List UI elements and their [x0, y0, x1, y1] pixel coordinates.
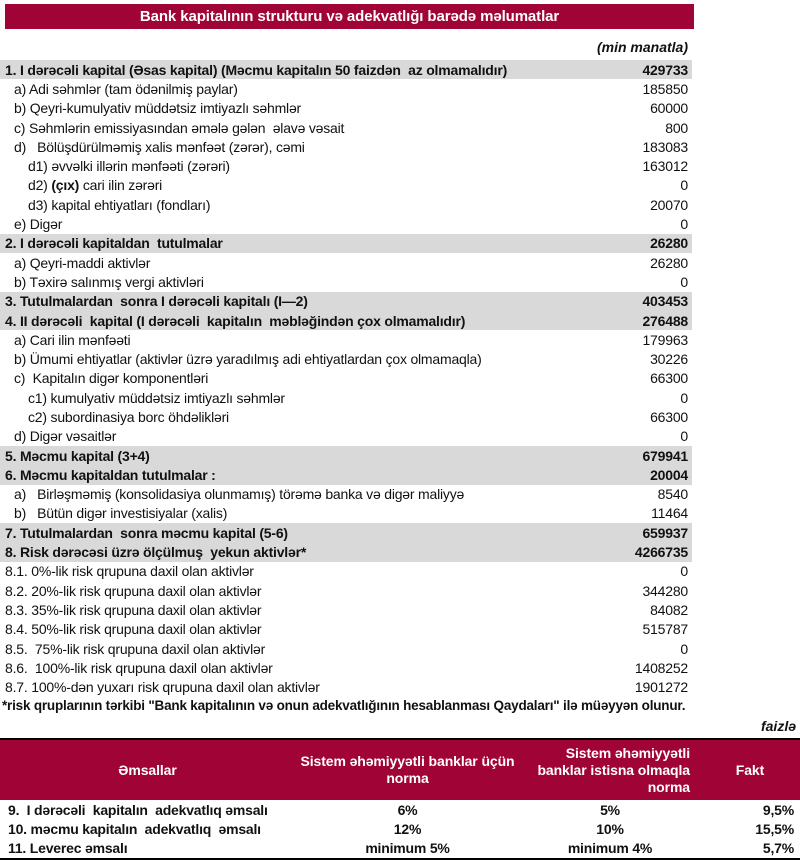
- table-row: [0, 800, 800, 819]
- ratio-table-body: [0, 800, 800, 858]
- row-label: 8.1. 0%-lik risk qrupuna daxil olan aktivlər: [5, 563, 254, 580]
- row-label: 9. I dərəcəli kapitalın adekvatlıq əmsalı: [8, 801, 268, 818]
- norm-systemic-value: 12%: [393, 821, 422, 838]
- table-row: [0, 79, 692, 98]
- table-row: [0, 388, 692, 407]
- fact-value: 15,5%: [755, 821, 794, 838]
- table-row: [0, 253, 692, 272]
- row-value: 515787: [642, 621, 688, 638]
- row-label: b) Qeyri-kumulyativ müddətsiz imtiyazlı səhmlər: [14, 100, 302, 117]
- row-value: 11464: [651, 505, 688, 522]
- row-value: 66300: [650, 408, 688, 425]
- table-row: [0, 600, 692, 619]
- row-value: 60000: [650, 100, 688, 117]
- table-row: [0, 446, 692, 465]
- table-row: [0, 118, 692, 137]
- row-value: 0: [680, 216, 688, 233]
- table-row: [0, 581, 692, 600]
- table-row: [0, 658, 692, 677]
- row-value: 800: [665, 119, 688, 136]
- row-value: 20070: [650, 196, 688, 213]
- table-row: [0, 60, 692, 79]
- table-row: [0, 234, 692, 253]
- row-value: 1408252: [634, 659, 688, 676]
- row-value: 0: [680, 640, 688, 657]
- table-row: [0, 330, 692, 349]
- row-label: c) Kapitalın digər komponentləri: [14, 370, 209, 387]
- table-row: [0, 562, 692, 581]
- row-value: 4266735: [634, 544, 688, 561]
- row-value: 276488: [642, 312, 688, 329]
- row-label: d2) (çıx) cari ilin zərəri: [28, 177, 163, 194]
- row-value: 0: [680, 563, 688, 580]
- fact-value: 5,7%: [762, 840, 794, 857]
- table-row: [0, 195, 692, 214]
- row-label: 8.2. 20%-lik risk qrupuna daxil olan aktivlər: [5, 582, 262, 599]
- row-label: 8.3. 35%-lik risk qrupuna daxil olan aktivlər: [5, 601, 262, 618]
- table-row: [0, 407, 692, 426]
- fact-value: 9,5%: [762, 801, 794, 818]
- column-header-norm-systemic: Sistem əhəmiyyətli banklar üçün norma: [300, 753, 515, 786]
- row-label: a) Qeyri-maddi aktivlər: [14, 254, 151, 271]
- row-label: a) Birləşməmiş (konsolidasiya olunmamış) törəmə banka və digər maliyyə: [14, 486, 465, 503]
- row-value: 344280: [642, 582, 688, 599]
- norm-non-systemic-value: minimum 4%: [567, 840, 653, 857]
- table-row: [0, 465, 692, 484]
- unit-note-percent: faizlə: [760, 718, 796, 734]
- row-label: 3. Tutulmalardan sonra I dərəcəli kapitalı (I—2): [5, 293, 308, 310]
- table-row: [0, 504, 692, 523]
- table-row: [0, 272, 692, 291]
- risk-groups-footnote: *risk qruplarının tərkibi "Bank kapitalının və onun adekvatlığının hesablanması Qaydaları" ilə müəyyən olunur.: [2, 698, 686, 713]
- row-value: 26280: [650, 254, 688, 271]
- table-row: [0, 176, 692, 195]
- row-label: 8.5. 75%-lik risk qrupuna daxil olan aktivlər: [5, 640, 266, 657]
- row-value: 403453: [642, 293, 688, 310]
- row-label: a) Adi səhmlər (tam ödənilmiş paylar): [14, 80, 238, 97]
- row-value: 185850: [642, 80, 688, 97]
- table-row: [0, 137, 692, 156]
- row-label: d1) əvvəlki illərin mənfəəti (zərəri): [28, 158, 230, 175]
- norm-non-systemic-value: 10%: [596, 821, 624, 838]
- row-value: 659937: [642, 524, 688, 541]
- row-value: 20004: [650, 466, 688, 483]
- row-label: d) Bölüşdürülməmiş xalis mənfəət (zərər), cəmi: [14, 138, 305, 155]
- row-value: 183083: [642, 138, 688, 155]
- column-header-fact: Fakt: [735, 761, 765, 778]
- row-label: c1) kumulyativ müddətsiz imtiyazlı səhmlər: [28, 389, 285, 406]
- row-label: a) Cari ilin mənfəəti: [14, 331, 131, 348]
- table-row: [0, 639, 692, 658]
- table-row: [0, 819, 800, 838]
- row-label: 8.7. 100%-dən yuxarı risk qrupuna daxil olan aktivlər: [5, 679, 320, 696]
- table-row: [0, 620, 692, 639]
- row-label: 5. Məcmu kapital (3+4): [5, 447, 150, 464]
- row-value: 0: [680, 177, 688, 194]
- column-header-ratios: Əmsallar: [118, 761, 177, 778]
- row-value: 26280: [650, 235, 688, 252]
- row-label: d3) kapital ehtiyatları (fondları): [28, 196, 211, 213]
- table-row: [0, 349, 692, 368]
- row-label: c2) subordinasiya borc öhdəlikləri: [28, 408, 229, 425]
- row-value: 30226: [650, 351, 688, 368]
- row-value: 84082: [650, 601, 688, 618]
- table-row: [0, 485, 692, 504]
- row-label: 8.6. 100%-lik risk qrupuna daxil olan aktivlər: [5, 659, 273, 676]
- row-label: b) Bütün digər investisiyalar (xalis): [14, 505, 228, 522]
- row-value: 8540: [657, 486, 688, 503]
- row-label: c) Səhmlərin emissiyasından əmələ gələn əlavə vəsait: [14, 119, 345, 136]
- row-value: 0: [680, 428, 688, 445]
- table-row: [0, 369, 692, 388]
- table-row: [0, 542, 692, 561]
- row-value: 679941: [642, 447, 688, 464]
- row-value: 163012: [642, 158, 688, 175]
- table-row: [0, 99, 692, 118]
- table-row: [0, 427, 692, 446]
- table-row: [0, 311, 692, 330]
- norm-systemic-value: 6%: [397, 801, 418, 818]
- ratio-table-header: [0, 740, 800, 800]
- row-label: b) Təxirə salınmış vergi aktivləri: [14, 273, 204, 290]
- row-label: d) Digər vəsaitlər: [14, 428, 117, 445]
- table-row: [0, 156, 692, 175]
- row-label: 8.4. 50%-lik risk qrupuna daxil olan aktivlər: [5, 621, 262, 638]
- row-value: 0: [680, 389, 688, 406]
- row-label: 1. I dərəcəli kapital (Əsas kapital) (Məcmu kapitalın 50 faizdən az olmamalıdır): [5, 61, 508, 78]
- row-label: 11. Leverec əmsalı: [8, 840, 128, 857]
- row-label: 8. Risk dərəcəsi üzrə ölçülmuş yekun aktivlər*: [5, 544, 307, 561]
- row-label: 10. məcmu kapitalın adekvatlıq əmsalı: [8, 821, 261, 838]
- report-title-band: [5, 4, 694, 29]
- row-label: 4. II dərəcəli kapital (I dərəcəli kapitalın məbləğindən çox olmamalıdır): [5, 312, 466, 329]
- table-row: [0, 523, 692, 542]
- row-value: 66300: [650, 370, 688, 387]
- row-value: 179963: [642, 331, 688, 348]
- table-row: [0, 678, 692, 697]
- column-header-norm-non-systemic: Sistem əhəmiyyətli banklar istisna olmaqla norma: [537, 744, 690, 795]
- adequacy-ratios-table: [0, 738, 800, 860]
- row-label: 6. Məcmu kapitaldan tutulmalar :: [5, 466, 216, 483]
- capital-structure-table: [0, 60, 692, 697]
- norm-non-systemic-value: 5%: [600, 801, 620, 818]
- table-row: [0, 214, 692, 233]
- row-label: b) Ümumi ehtiyatlar (aktivlər üzrə yaradılmış adi ehtiyatlardan çox olmamaqla): [14, 351, 482, 368]
- norm-systemic-value: minimum 5%: [365, 840, 450, 857]
- table-row: [0, 839, 800, 858]
- row-value: 429733: [642, 61, 688, 78]
- row-label: e) Digər: [14, 216, 63, 233]
- table-row: [0, 292, 692, 311]
- row-label: 7. Tutulmalardan sonra məcmu kapital (5-6): [5, 524, 288, 541]
- page-title: Bank kapitalının strukturu və adekvatlığı barədə məlumatlar: [139, 8, 560, 25]
- unit-note-thousand-manats: (min manatla): [596, 39, 688, 55]
- row-value: 1901272: [634, 679, 688, 696]
- row-value: 0: [680, 273, 688, 290]
- row-label: 2. I dərəcəli kapitaldan tutulmalar: [5, 235, 223, 252]
